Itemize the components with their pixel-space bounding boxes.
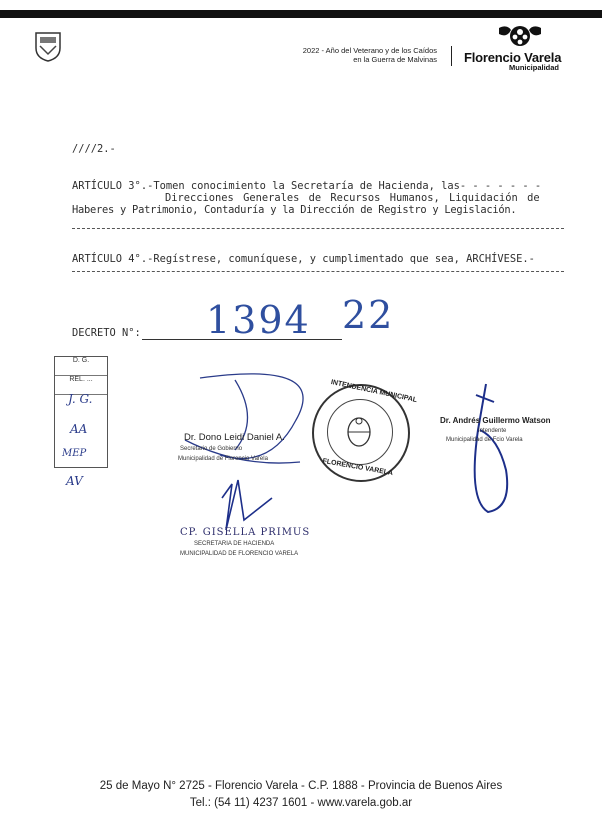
article-3-line-2: Direcciones Generales de Recursos Humanos, Liquidación de bbox=[165, 192, 540, 204]
signer-2-org: Municipalidad de Fcio Varela bbox=[446, 437, 523, 443]
signer-3-org: MUNICIPALIDAD DE FLORENCIO VARELA bbox=[180, 551, 299, 557]
article-3-line-3: Haberes y Patrimonio, Contaduría y la Dirección de Registro y Legislación. bbox=[72, 204, 517, 216]
signer-2-title: Intendente bbox=[478, 428, 507, 434]
signer-1-org: Municipalidad de Florencio Varela bbox=[178, 456, 268, 462]
signer-3-title: SECRETARIA DE HACIENDA bbox=[194, 541, 275, 547]
florencio-varela-logo-icon bbox=[497, 24, 543, 50]
logo-subtitle: Municipalidad bbox=[509, 63, 560, 72]
footer-contact: Tel.: (54 11) 4237 1601 - www.varela.gob.ar bbox=[189, 797, 413, 809]
signature-3-stroke bbox=[222, 480, 272, 530]
article-3-line-1: ARTÍCULO 3°.-Tomen conocimiento la Secretaría de Hacienda, las- - - - - - - bbox=[72, 180, 542, 192]
seal-shield-icon bbox=[342, 415, 376, 449]
separator-line bbox=[72, 228, 564, 229]
decree-year: 22 bbox=[342, 293, 395, 337]
logo-name: Florencio Varela bbox=[464, 50, 562, 65]
year-motto bbox=[255, 46, 437, 64]
stamp-row-2: REL. ... bbox=[55, 376, 107, 395]
motto-line-2: en la Guerra de Malvinas bbox=[353, 55, 437, 64]
separator-line bbox=[72, 271, 564, 272]
decree-number: 1394 bbox=[206, 298, 311, 342]
initial-1: J. G. bbox=[68, 392, 93, 406]
article-4-line-1: ARTÍCULO 4°.-Regístrese, comuníquese, y cumplimentado que sea, ARCHÍVESE.- bbox=[72, 253, 535, 265]
signer-1-name: Dr. Dono Leidi Daniel A. bbox=[184, 432, 285, 443]
initial-2: AA bbox=[70, 422, 88, 436]
signer-3-name: CP. GISELLA PRIMUS bbox=[180, 527, 311, 538]
initial-3: MEP bbox=[62, 448, 87, 459]
seal-bottom-text: FLORENCIO VARELA bbox=[321, 457, 394, 478]
stamp-row-1: D. G. bbox=[55, 357, 107, 376]
signature-2-stroke bbox=[475, 384, 508, 512]
motto-line-1: 2022 - Año del Veterano y de los Caídos bbox=[302, 46, 437, 55]
header-divider bbox=[451, 46, 452, 66]
seal-top-text: INTENDENCIA MUNICIPAL bbox=[330, 378, 418, 405]
footer-address: 25 de Mayo N° 2725 - Florencio Varela - C.P. 1888 - Provincia de Buenos Aires bbox=[99, 780, 503, 792]
page-marker: ////2.- bbox=[72, 143, 116, 155]
signer-2-name: Dr. Andrés Guillermo Watson bbox=[440, 416, 551, 425]
municipal-crest-icon bbox=[33, 30, 63, 62]
initial-4: AV bbox=[66, 474, 83, 488]
decree-label: DECRETO N°: bbox=[72, 327, 141, 339]
top-border bbox=[0, 10, 602, 18]
signer-1-title: Secretario de Gobierno bbox=[180, 446, 243, 452]
